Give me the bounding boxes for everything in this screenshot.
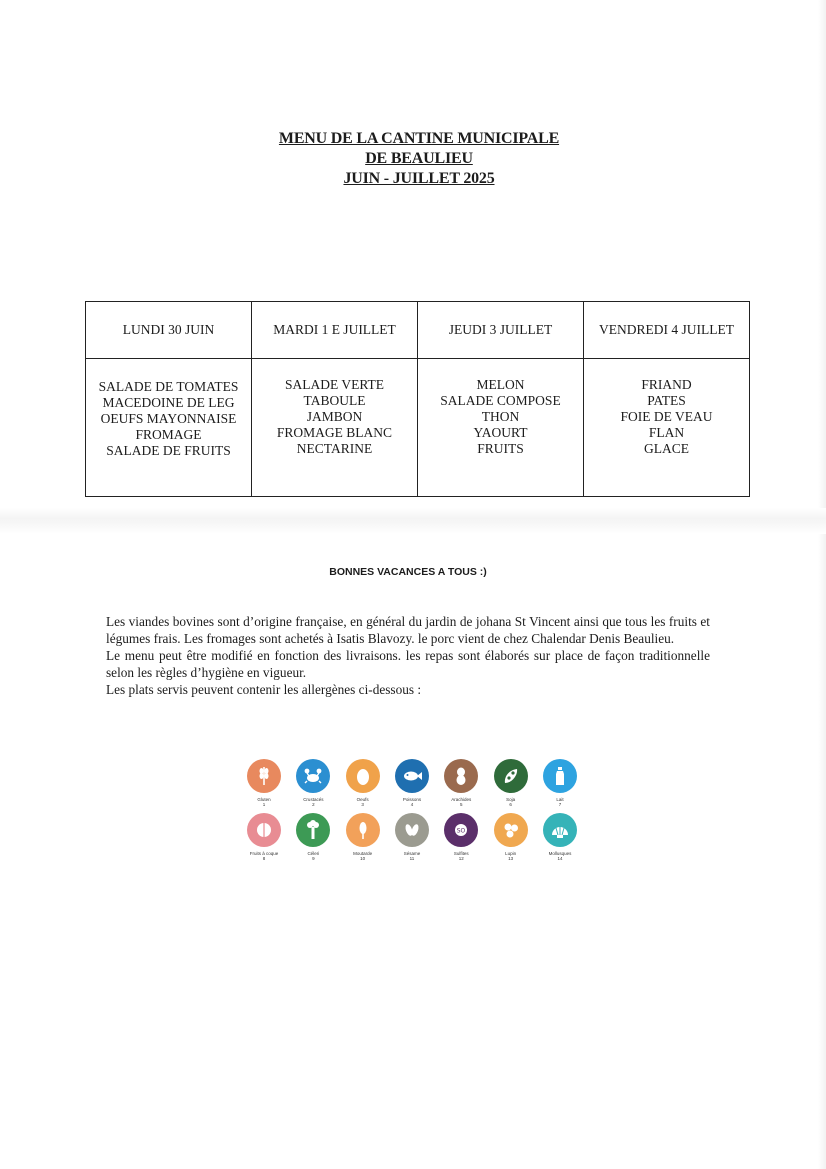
- milk-icon: [543, 759, 577, 793]
- dish: FRUITS: [477, 441, 524, 456]
- dishes-tuesday: [252, 359, 418, 497]
- allergen-label: Arachides: [451, 797, 472, 802]
- allergen-celery: [293, 813, 333, 867]
- lupin-icon: [494, 813, 528, 847]
- menu-dishes-row: [86, 359, 750, 497]
- allergen-label: Mollusques: [548, 851, 572, 856]
- allergen-soy: [491, 759, 531, 813]
- dish: OEUFS MAYONNAISE: [100, 411, 237, 426]
- svg-text:SO: SO: [457, 827, 466, 835]
- page-title: [0, 129, 826, 189]
- dish: THON: [481, 409, 520, 424]
- dish: PATES: [647, 393, 686, 408]
- allergen-number: 3: [361, 802, 364, 807]
- day-header-thursday: JEUDI 3 JUILLET: [418, 302, 584, 359]
- notes-paragraph-3: Les plats servis peuvent contenir les allergènes ci-dessous :: [106, 682, 422, 697]
- dishes-monday: [86, 359, 252, 497]
- dish: SALADE COMPOSE: [440, 393, 561, 408]
- allergen-legend: [244, 759, 580, 867]
- day-header-friday: VENDREDI 4 JUILLET: [584, 302, 750, 359]
- crab-icon: [296, 759, 330, 793]
- dish: SALADE DE FRUITS: [106, 443, 231, 458]
- allergen-label: Oeufs: [356, 797, 369, 802]
- title-line-2: DE BEAULIEU: [365, 150, 473, 167]
- day-header-tuesday: MARDI 1 E JUILLET: [252, 302, 418, 359]
- allergen-label: Lupin: [505, 851, 517, 856]
- dish: FROMAGE: [135, 427, 202, 442]
- dish: NECTARINE: [296, 441, 373, 456]
- dish: MACEDOINE DE LEG: [102, 395, 235, 410]
- dish: JAMBON: [306, 409, 363, 424]
- notes: [106, 613, 710, 698]
- soy-icon: [494, 759, 528, 793]
- dish: GLACE: [644, 441, 689, 456]
- dish: FRIAND: [641, 377, 692, 392]
- celery-icon: [296, 813, 330, 847]
- allergen-number: 9: [312, 856, 315, 861]
- allergen-number: 2: [312, 802, 315, 807]
- allergen-number: 13: [508, 856, 514, 861]
- allergen-number: 10: [360, 856, 366, 861]
- allergen-milk: [540, 759, 580, 813]
- dishes-thursday: [418, 359, 584, 497]
- allergen-number: 1: [262, 802, 266, 807]
- notes-paragraph-2: Le menu peut être modifié en fonction des livraisons. les repas sont élaborés sur place de façon traditionnelle selon les règles d’hygiène en vigueur.: [106, 648, 710, 680]
- allergen-number: 5: [460, 802, 463, 807]
- sulphites-icon: [444, 813, 478, 847]
- menu-table: [85, 301, 750, 497]
- allergen-nuts: [244, 813, 284, 867]
- allergen-number: 6: [509, 802, 512, 807]
- allergen-sulphites: [441, 813, 481, 867]
- allergen-mustard: [343, 813, 383, 867]
- title-line-1: MENU DE LA CANTINE MUNICIPALE: [278, 130, 560, 147]
- wheat-icon: [247, 759, 281, 793]
- allergen-number: 12: [458, 856, 464, 861]
- dish: SALADE DE TOMATES: [98, 379, 239, 394]
- allergen-row-2: [244, 813, 580, 867]
- greeting: BONNES VACANCES A TOUS :): [329, 566, 487, 578]
- allergen-lupin: [491, 813, 531, 867]
- dish: SALADE VERTE: [284, 377, 385, 392]
- allergen-molluscs: [540, 813, 580, 867]
- allergen-row-1: [244, 759, 580, 813]
- allergen-label: Lait: [556, 797, 564, 802]
- dishes-friday: [584, 359, 750, 497]
- allergen-eggs: [343, 759, 383, 813]
- allergen-label: Fruits à coque: [249, 851, 279, 856]
- allergen-label: Gluten: [257, 797, 271, 802]
- title-line-3: JUIN - JUILLET 2025: [343, 170, 495, 187]
- egg-icon: [346, 759, 380, 793]
- dish: FLAN: [648, 425, 685, 440]
- allergen-label: Crustacés: [303, 797, 324, 802]
- notes-paragraph-1: Les viandes bovines sont d’origine française, en général du jardin de johana St Vincent ainsi que tous les fruits et légumes frais. Les fromages sont achetés à Isatis Blavozy. le porc vient de chez Chalendar Denis Beaulieu.: [106, 614, 710, 646]
- allergen-label: Moutarde: [353, 851, 373, 856]
- dish: FOIE DE VEAU: [620, 409, 713, 424]
- nut-icon: [247, 813, 281, 847]
- shell-icon: [543, 813, 577, 847]
- peanut-icon: [444, 759, 478, 793]
- allergen-label: Sulfites: [453, 851, 469, 856]
- allergen-gluten: [244, 759, 284, 813]
- allergen-crustaceans: [293, 759, 333, 813]
- dish: YAOURT: [473, 425, 528, 440]
- day-header-monday: LUNDI 30 JUIN: [86, 302, 252, 359]
- allergen-label: Sésame: [403, 851, 421, 856]
- sesame-icon: [395, 813, 429, 847]
- fish-icon: [395, 759, 429, 793]
- allergen-label: Poissons: [402, 797, 422, 802]
- allergen-sesame: [392, 813, 432, 867]
- dish: TABOULE: [303, 393, 366, 408]
- mustard-icon: [346, 813, 380, 847]
- menu-header-row: [86, 302, 750, 359]
- allergen-label: Céleri: [307, 851, 320, 856]
- dish: FROMAGE BLANC: [276, 425, 393, 440]
- scan-seam: [0, 508, 826, 534]
- allergen-peanuts: [441, 759, 481, 813]
- allergen-fish: [392, 759, 432, 813]
- allergen-number: 11: [409, 856, 415, 861]
- allergen-number: 8: [262, 856, 266, 861]
- allergen-number: 4: [410, 802, 414, 807]
- allergen-number: 7: [558, 802, 562, 807]
- dish: MELON: [476, 377, 525, 392]
- allergen-number: 14: [557, 856, 563, 861]
- allergen-label: Soja: [506, 797, 516, 802]
